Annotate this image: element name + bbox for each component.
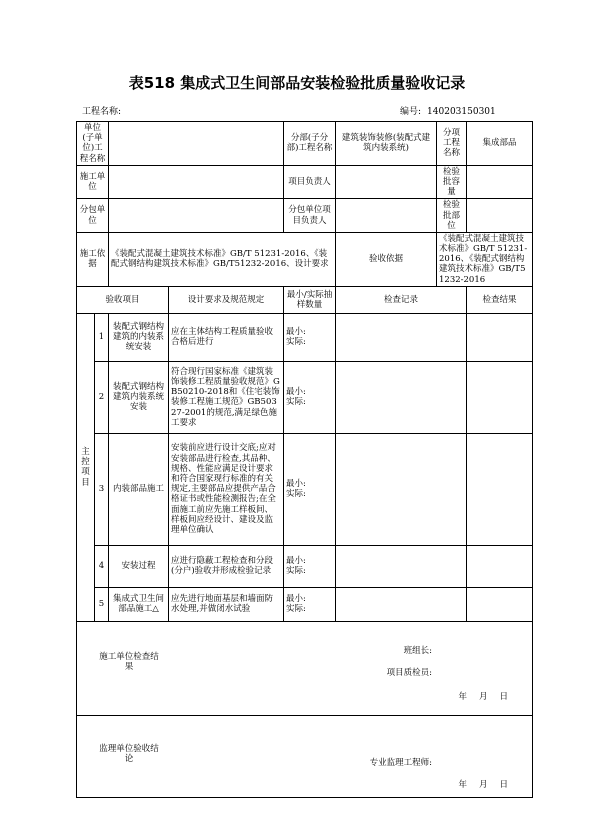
item-check-record[interactable]: [336, 361, 467, 433]
item-number: 5: [95, 587, 109, 621]
col-min-sample: 最小/实际抽样数量: [284, 286, 336, 313]
item-requirement: 安装前应进行设计交底;应对安装部品进行检查,其品种、规格、性能应满足设计要求和符合国家现行标准的有关规定,主要部品应提供产品合格证书或性能检测报告;在全面施工前应先施工样板间、样板间应经设计、建设及监理单位确认: [169, 433, 284, 545]
item-requirement: 应进行隐蔽工程检查和分段(分户)验收并形成检验记录: [169, 545, 284, 587]
actual-label: 实际:: [286, 489, 306, 500]
page-title: 表518 集成式卫生间部品安装检验批质量验收记录: [128, 74, 466, 92]
subpart-label: 分部(子分部)工程名称: [284, 122, 336, 166]
actual-label: 实际:: [286, 566, 306, 577]
batch-capacity-value[interactable]: [467, 165, 533, 199]
table-row: [77, 361, 533, 433]
min-label: 最小:: [286, 327, 306, 338]
item-check-result[interactable]: [467, 361, 533, 433]
table-row: [77, 313, 533, 361]
item-min-actual: [284, 545, 336, 587]
item-name: 安装过程: [109, 545, 169, 587]
quality-inspector-label: 项目质检员:: [386, 667, 433, 678]
project-manager-label: 项目负责人: [284, 165, 336, 199]
construction-check-section: [77, 621, 533, 715]
item-number: 2: [95, 361, 109, 433]
construction-basis-label: 施工依据: [77, 232, 109, 286]
item-check-result[interactable]: [467, 313, 533, 361]
item-number: 3: [95, 433, 109, 545]
item-requirement: 应在主体结构工程质量验收合格后进行: [169, 313, 284, 361]
item-check-result[interactable]: [467, 587, 533, 621]
unit-label: 单位(子单位)工程名称: [77, 122, 109, 166]
item-check-record[interactable]: [336, 313, 467, 361]
construction-check-label: 施工单位检查结果: [99, 651, 159, 672]
item-min-actual: [284, 587, 336, 621]
project-manager-value[interactable]: [336, 165, 437, 199]
construction-check-date: [452, 692, 514, 702]
item-number: 4: [95, 545, 109, 587]
table-row: [77, 587, 533, 621]
month-label: 月: [478, 779, 494, 790]
supervision-label: 监理单位验收结论: [99, 743, 159, 764]
table-row: [77, 545, 533, 587]
min-label: 最小:: [286, 594, 306, 605]
actual-label: 实际:: [286, 337, 306, 348]
item-check-record[interactable]: [336, 587, 467, 621]
actual-label: 实际:: [286, 397, 306, 408]
team-leader-label: 班组长:: [403, 645, 433, 656]
acceptance-basis-label: 验收依据: [336, 232, 437, 286]
table-row: [77, 433, 533, 545]
col-acceptance-item: 验收项目: [77, 286, 169, 313]
acceptance-form: [76, 121, 533, 798]
subitem-label: 分项工程名称: [437, 122, 467, 166]
construction-unit-label: 施工单位: [77, 165, 109, 199]
item-check-result[interactable]: [467, 545, 533, 587]
item-name: 装配式钢结构建筑内装系统安装: [109, 361, 169, 433]
col-requirement: 设计要求及规范规定: [169, 286, 284, 313]
subpart-value: 建筑装饰装修(装配式建筑内装系统): [336, 122, 437, 166]
item-min-actual: [284, 313, 336, 361]
min-label: 最小:: [286, 479, 306, 490]
year-label: 年: [458, 779, 473, 790]
acceptance-basis-value: 《装配式混凝土建筑技术标准》GB/T 51231-2016、《装配式钢结构建筑技术标准》GB/T51232-2016: [437, 232, 533, 286]
record-number-label: 编号:: [400, 107, 422, 117]
batch-part-value[interactable]: [467, 199, 533, 233]
supervising-engineer-label: 专业监理工程师:: [369, 757, 433, 768]
construction-basis-value: 《装配式混凝土建筑技术标准》GB/T 51231-2016、《装配式钢结构建筑技术标准》GB/T51232-2016、设计要求: [109, 232, 336, 286]
item-name: 内装部品施工: [109, 433, 169, 545]
min-label: 最小:: [286, 556, 306, 567]
unit-value[interactable]: [109, 122, 284, 166]
month-label: 月: [478, 691, 494, 702]
subcontract-manager-value[interactable]: [336, 199, 437, 233]
supervision-date: [452, 780, 514, 790]
subcontract-unit-value[interactable]: [109, 199, 284, 233]
item-check-record[interactable]: [336, 545, 467, 587]
item-min-actual: [284, 433, 336, 545]
item-requirement: 符合现行国家标准《建筑装饰装修工程质量验收规范》GB50210-2018和《住宅装饰装修工程施工规范》GB50327-2001的规范,满足绿色施工要求: [169, 361, 284, 433]
item-number: 1: [95, 313, 109, 361]
item-name: 装配式钢结构建筑的内装系统安装: [109, 313, 169, 361]
item-requirement: 应先进行地面基层和墙面防水处理,并做闭水试验: [169, 587, 284, 621]
col-check-record: 检查记录: [336, 286, 467, 313]
day-label: 日: [499, 779, 515, 790]
construction-unit-value[interactable]: [109, 165, 284, 199]
subcontract-unit-label: 分包单位: [77, 199, 109, 233]
supervision-section: [77, 715, 533, 797]
item-check-record[interactable]: [336, 433, 467, 545]
item-min-actual: [284, 361, 336, 433]
col-check-result: 检查结果: [467, 286, 533, 313]
project-name-label: 工程名称:: [82, 107, 122, 117]
batch-capacity-label: 检验批容量: [437, 165, 467, 199]
main-control-text: 主 控 项 目: [81, 446, 90, 488]
batch-part-label: 检验批部位: [437, 199, 467, 233]
main-control-label: [77, 313, 95, 621]
record-number: [400, 104, 502, 117]
subcontract-manager-label: 分包单位项目负责人: [284, 199, 336, 233]
min-label: 最小:: [286, 387, 306, 398]
subitem-value: 集成部品: [467, 122, 533, 166]
day-label: 日: [499, 691, 515, 702]
item-check-result[interactable]: [467, 433, 533, 545]
record-number-value: 140203150301: [427, 107, 496, 117]
item-name: 集成式卫生间部品施工△: [109, 587, 169, 621]
year-label: 年: [458, 691, 473, 702]
actual-label: 实际:: [286, 604, 306, 615]
